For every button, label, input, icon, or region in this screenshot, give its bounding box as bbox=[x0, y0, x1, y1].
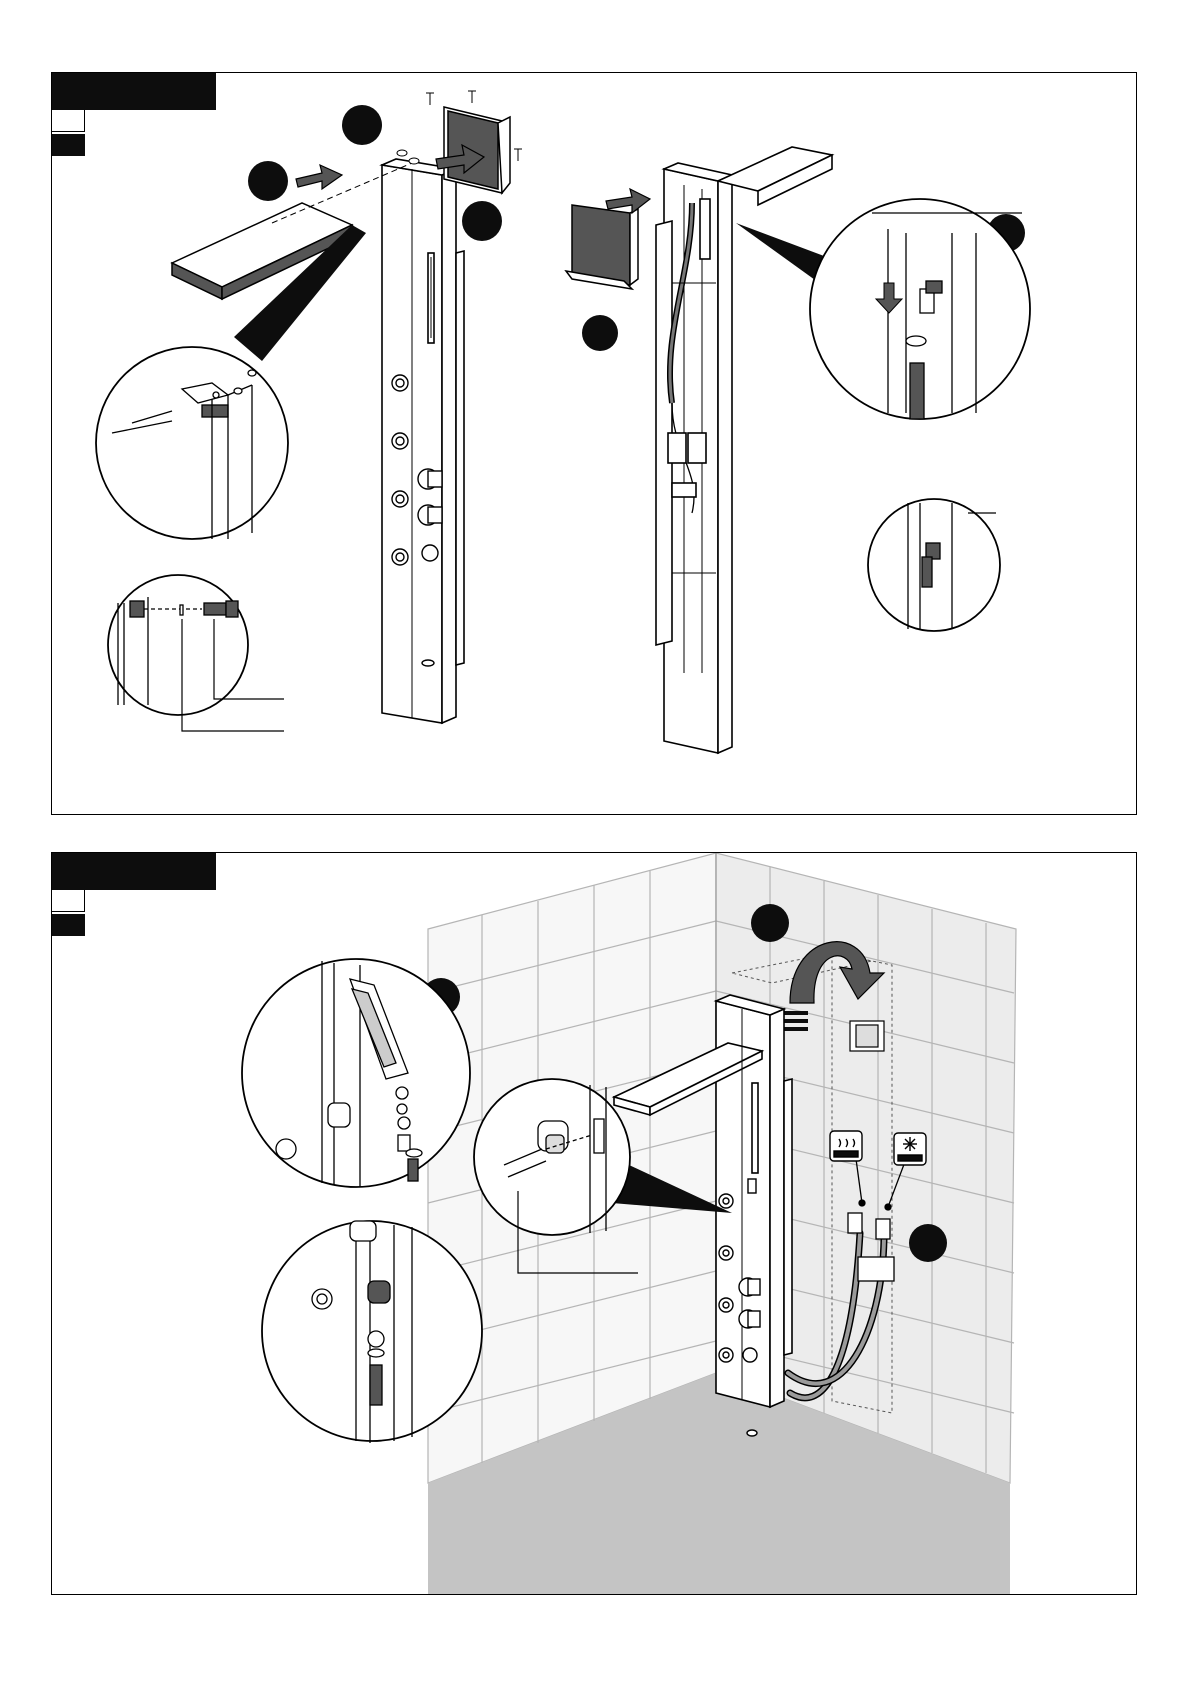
detail-circle-hand-shower bbox=[242, 959, 470, 1187]
detail-circle-screw bbox=[108, 575, 248, 715]
arrow-icon bbox=[606, 189, 650, 213]
detail-circle-connector bbox=[810, 199, 1030, 419]
panel-1-illustration bbox=[52, 73, 1136, 814]
cold-water-snowflake-icon bbox=[894, 1133, 926, 1165]
step-panel-1 bbox=[51, 72, 1137, 815]
arrow-icon bbox=[296, 165, 342, 189]
step-panel-2 bbox=[51, 852, 1137, 1595]
back-plate-top bbox=[444, 107, 510, 193]
panel-2-illustration bbox=[52, 853, 1136, 1594]
back-plate-right bbox=[566, 205, 638, 289]
shower-column-right bbox=[656, 147, 832, 753]
hot-water-icon bbox=[830, 1131, 862, 1161]
detail-circle-wall-outlet bbox=[262, 1221, 482, 1443]
detail-circle-shelf bbox=[96, 347, 288, 539]
top-shelf-left bbox=[172, 163, 412, 299]
detail-circle-connected bbox=[868, 499, 1000, 631]
detail-circle-holder bbox=[474, 1079, 630, 1235]
wall-bracket bbox=[850, 1021, 884, 1051]
